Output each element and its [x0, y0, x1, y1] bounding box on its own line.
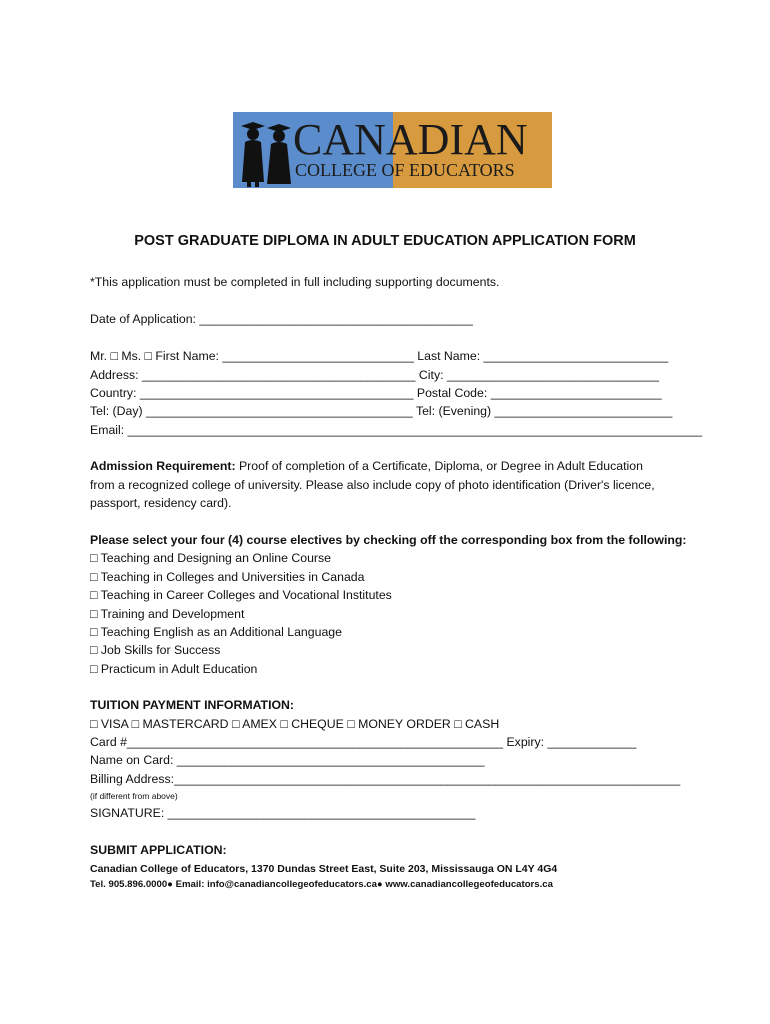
college-address: Canadian College of Educators, 1370 Dundas Street East, Suite 203, Mississauga ON L4Y 4G4	[90, 863, 558, 875]
admission-label: Admission Requirement:	[90, 459, 236, 473]
graduates-icon	[237, 116, 297, 188]
submit-heading: SUBMIT APPLICATION:	[90, 843, 227, 857]
form-title: POST GRADUATE DIPLOMA IN ADULT EDUCATION APPLICATION FORM	[134, 233, 636, 249]
telephone-fields[interactable]: Tel: (Day) _______________________________________ Tel: (Evening) __________________________	[90, 404, 673, 418]
admission-requirement-line1	[90, 458, 643, 474]
country-postal-fields[interactable]: Country: ________________________________________ Postal Code: _________________________	[90, 386, 662, 400]
elective-practicum[interactable]: □ Practicum in Adult Education	[90, 662, 258, 676]
elective-career-colleges[interactable]: □ Teaching in Career Colleges and Vocational Institutes	[90, 588, 392, 602]
tuition-heading: TUITION PAYMENT INFORMATION:	[90, 698, 295, 712]
address-city-fields[interactable]: Address: ________________________________________ City: _______________________________	[90, 368, 659, 382]
elective-english-additional[interactable]: □ Teaching English as an Additional Language	[90, 625, 342, 639]
card-number-expiry-fields[interactable]: Card #_______________________________________________________ Expiry: _____________	[90, 735, 637, 749]
admission-requirement-line3: passport, residency card).	[90, 496, 232, 510]
electives-heading: Please select your four (4) course electives by checking off the corresponding box from the following:	[90, 533, 687, 547]
email-field[interactable]: Email: ____________________________________________________________________________________	[90, 423, 703, 437]
college-logo	[233, 112, 552, 188]
admission-text1: Proof of completion of a Certificate, Diploma, or Degree in Adult Education	[235, 459, 643, 473]
college-contact: Tel. 905.896.0000● Email: info@canadiancollegeofeducators.ca● www.canadiancollegeofeducators.ca	[90, 879, 553, 890]
billing-address-note: (if different from above)	[90, 791, 178, 801]
billing-address-field[interactable]: Billing Address:__________________________________________________________________________	[90, 772, 681, 786]
logo-blue-block	[233, 112, 528, 188]
date-of-application-field[interactable]: Date of Application: ________________________________________	[90, 312, 473, 326]
elective-colleges-universities[interactable]: □ Teaching in Colleges and Universities in Canada	[90, 570, 365, 584]
elective-training-development[interactable]: □ Training and Development	[90, 607, 245, 621]
name-on-card-field[interactable]: Name on Card: _____________________________________________	[90, 753, 485, 767]
name-fields[interactable]: Mr. □ Ms. □ First Name: ____________________________ Last Name: ___________________________	[90, 349, 669, 363]
admission-requirement-line2: from a recognized college of university. Please also include copy of photo identification (Driver's licence,	[90, 478, 655, 492]
elective-online-course[interactable]: □ Teaching and Designing an Online Course	[90, 551, 331, 565]
payment-methods[interactable]: □ VISA □ MASTERCARD □ AMEX □ CHEQUE □ MONEY ORDER □ CASH	[90, 717, 500, 731]
completion-note: *This application must be completed in full including supporting documents.	[90, 275, 500, 289]
logo-wordmark: CANADIAN	[293, 115, 528, 164]
elective-job-skills[interactable]: □ Job Skills for Success	[90, 643, 221, 657]
logo-subtitle: COLLEGE OF EDUCATORS	[295, 160, 515, 180]
signature-field[interactable]: SIGNATURE: _____________________________________________	[90, 806, 476, 820]
